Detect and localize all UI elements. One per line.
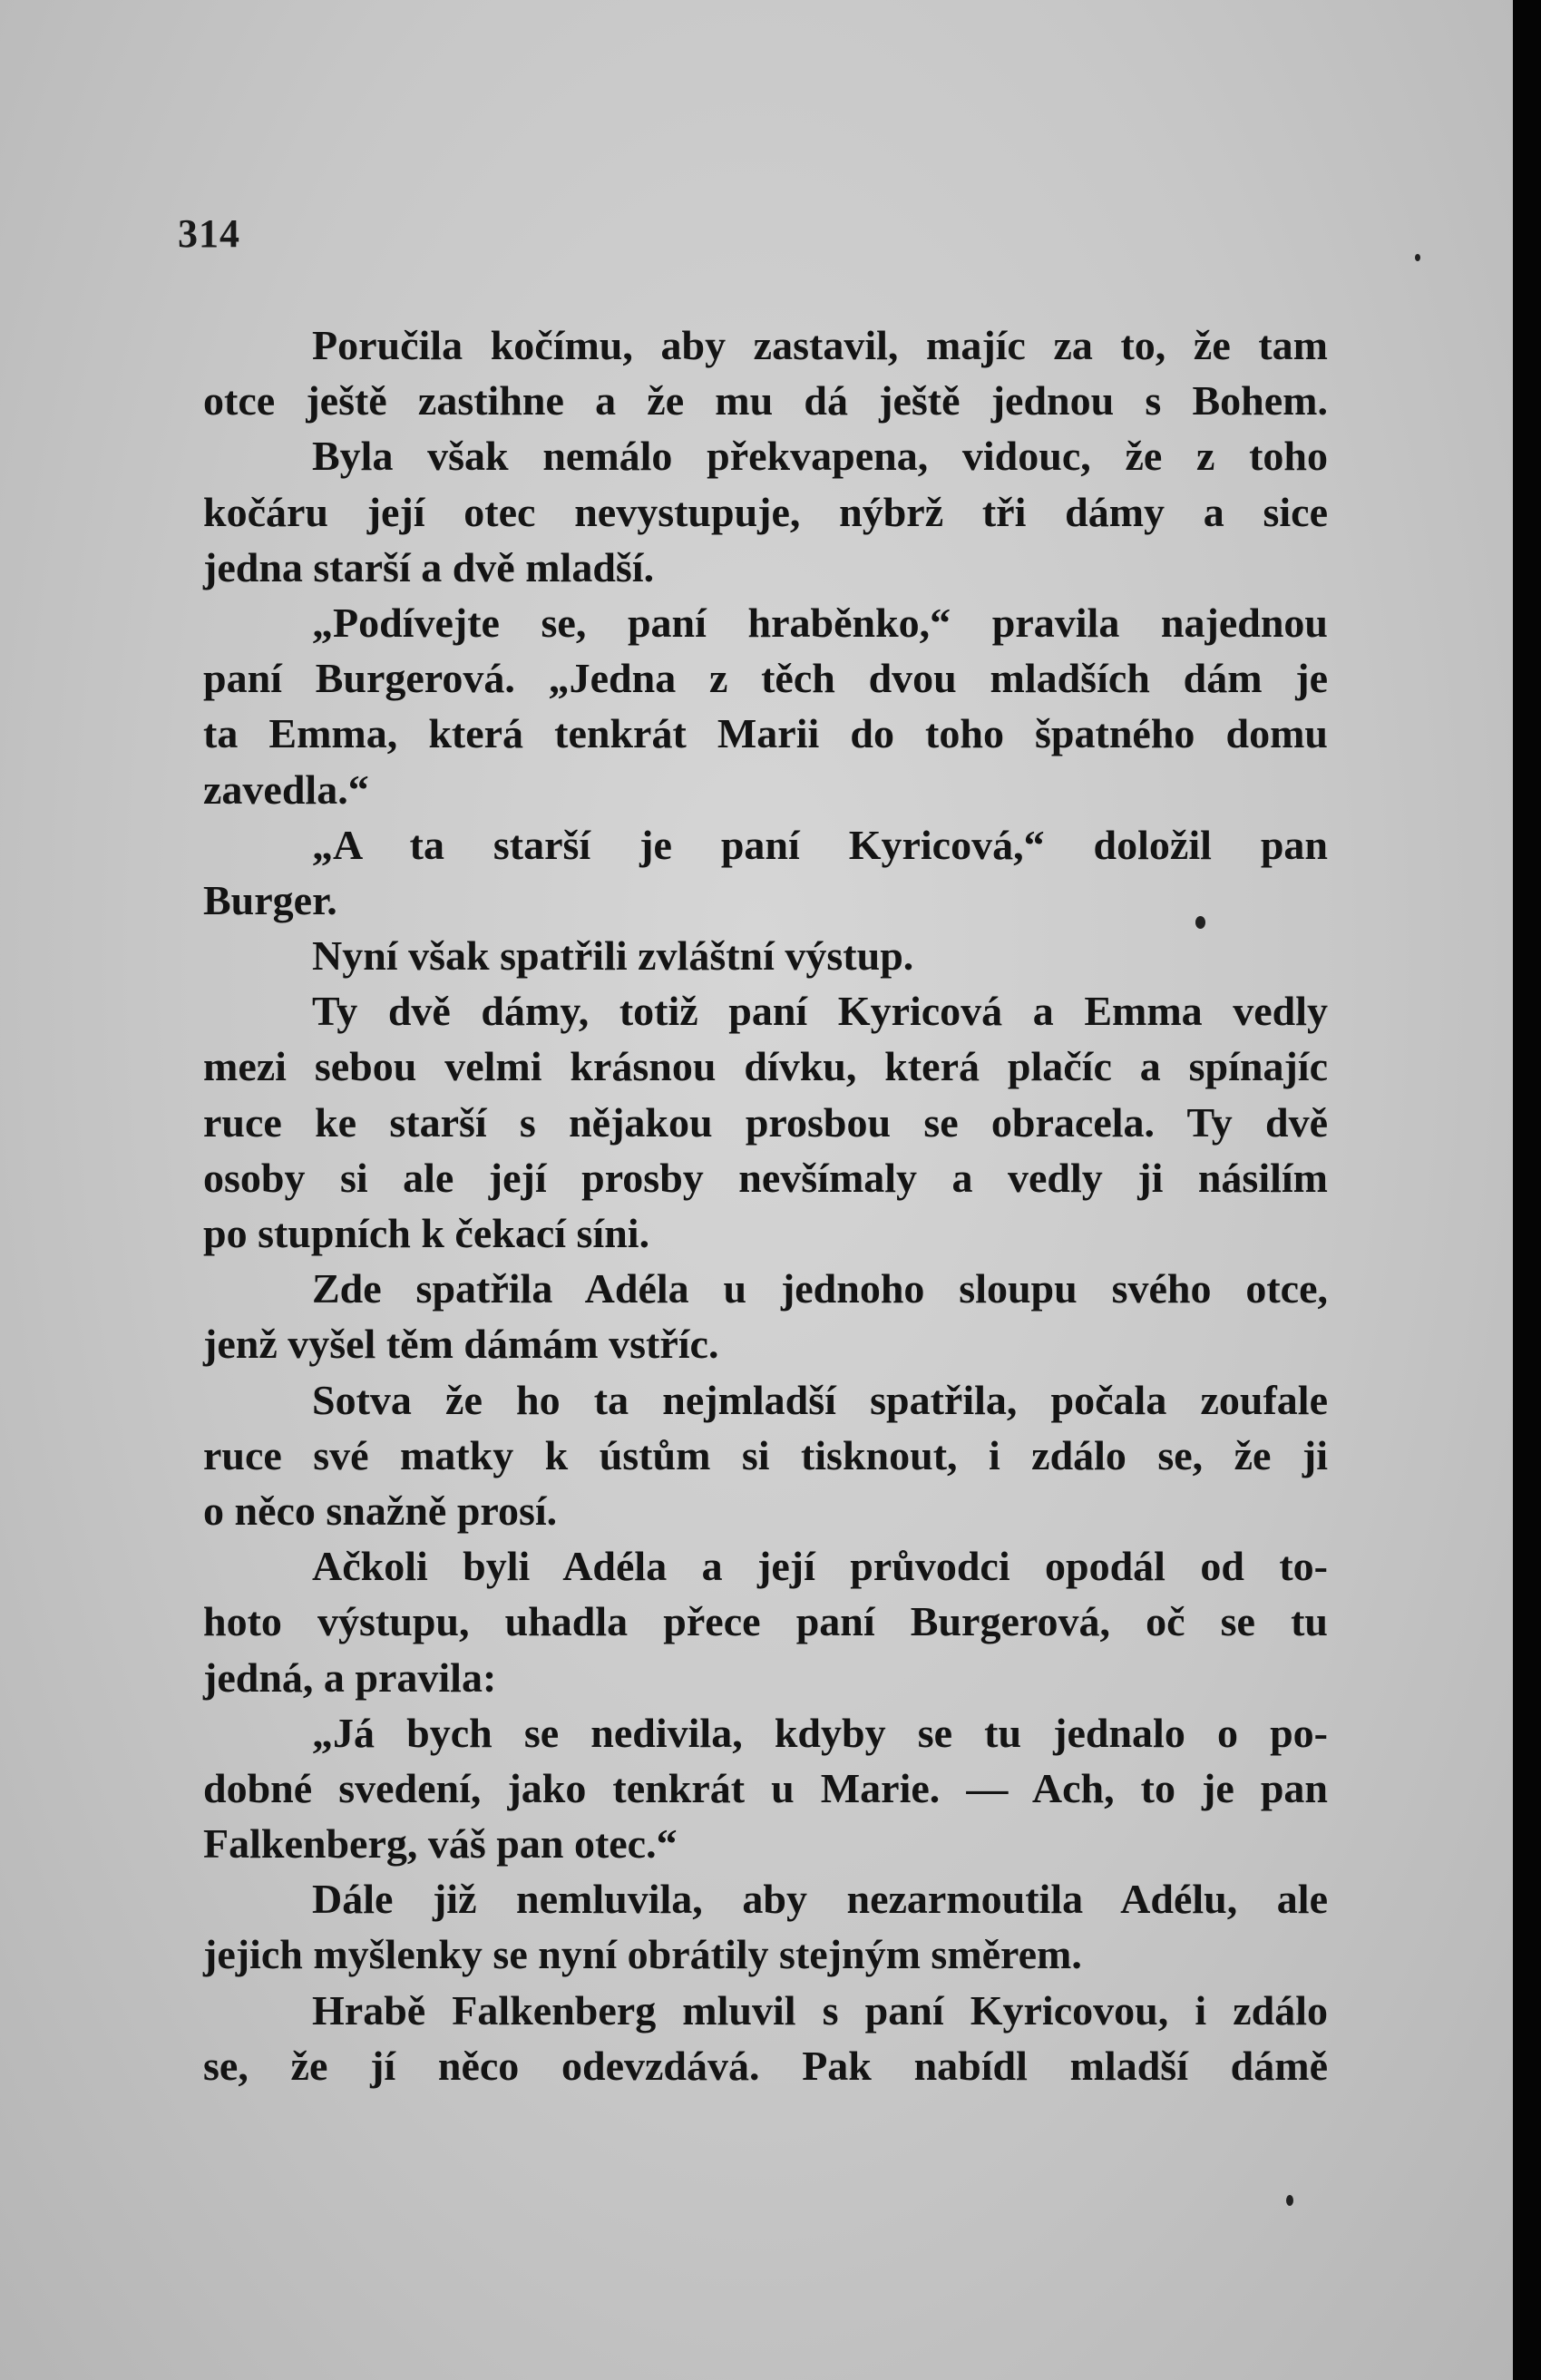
text-line: jejich myšlenky se nyní obrátily stejným směrem. (203, 1931, 1082, 1978)
text-line: kočáru její otec nevystupuje, nýbrž tři dámy a sice (203, 488, 1328, 535)
scan-speck (1415, 254, 1420, 261)
scan-speck (1286, 2195, 1293, 2206)
text-line: Poručila kočímu, aby zastavil, majíc za to, že tam (312, 322, 1328, 368)
text-line: osoby si ale její prosby nevšímaly a vedly ji násilím (203, 1154, 1328, 1201)
text-line: mezi sebou velmi krásnou dívku, která plačíc a spínajíc (203, 1043, 1328, 1090)
text-line: Byla však nemálo překvapena, vidouc, že z toho (312, 433, 1328, 480)
text-line: dobné svedení, jako tenkrát u Marie. — Ach, to je pan (203, 1764, 1328, 1811)
text-line: zavedla.“ (203, 766, 369, 813)
text-line: Dále již nemluvila, aby nezarmoutila Adélu, ale (312, 1876, 1328, 1923)
text-line: Sotva že ho ta nejmladší spatřila, počala zoufale (312, 1376, 1328, 1423)
text-line: Hrabě Falkenberg mluvil s paní Kyricovou, i zdálo (312, 1986, 1328, 2034)
text-line: paní Burgerová. „Jedna z těch dvou mladších dám je (203, 655, 1328, 702)
text-line: „Já bych se nedivila, kdyby se tu jednalo o po- (312, 1709, 1328, 1756)
text-line: ruce své matky k ústům si tisknout, i zdálo se, že ji (203, 1431, 1328, 1478)
page-number: 314 (178, 211, 240, 256)
text-line: Falkenberg, váš pan otec.“ (203, 1820, 678, 1868)
text-line: otce ještě zastihne a že mu dá ještě jednou s Bohem. (203, 377, 1328, 424)
page-edge-shadow (1513, 0, 1541, 2380)
text-line: Ačkoli byli Adéla a její průvodci opodál od to- (312, 1543, 1328, 1590)
text-line: „Podívejte se, paní hraběnko,“ pravila najednou (312, 599, 1328, 646)
text-line: hoto výstupu, uhadla přece paní Burgerová, oč se tu (203, 1598, 1328, 1645)
scan-speck (1195, 916, 1205, 929)
text-line: o něco snažně prosí. (203, 1487, 558, 1534)
text-line: jedná, a pravila: (203, 1653, 497, 1701)
text-line: po stupních k čekací síni. (203, 1210, 650, 1256)
text-line: se, že jí něco odevzdává. Pak nabídl mladší dámě (203, 2042, 1328, 2089)
text-line: „A ta starší je paní Kyricová,“ doložil pan (312, 821, 1328, 868)
text-line: Zde spatřila Adéla u jednoho sloupu svého otce, (312, 1265, 1328, 1312)
text-line: jedna starší a dvě mladší. (203, 543, 655, 590)
text-line: Nyní však spatřili zvláštní výstup. (312, 932, 914, 980)
text-line: ruce ke starší s nějakou prosbou se obracela. Ty dvě (203, 1098, 1328, 1146)
text-line: jenž vyšel těm dámám vstříc. (203, 1321, 719, 1368)
text-line: Ty dvě dámy, totiž paní Kyricová a Emma vedly (312, 988, 1328, 1035)
text-line: ta Emma, která tenkrát Marii do toho špatného domu (203, 710, 1328, 757)
text-line: Burger. (203, 876, 337, 923)
body-text (203, 317, 1328, 2093)
